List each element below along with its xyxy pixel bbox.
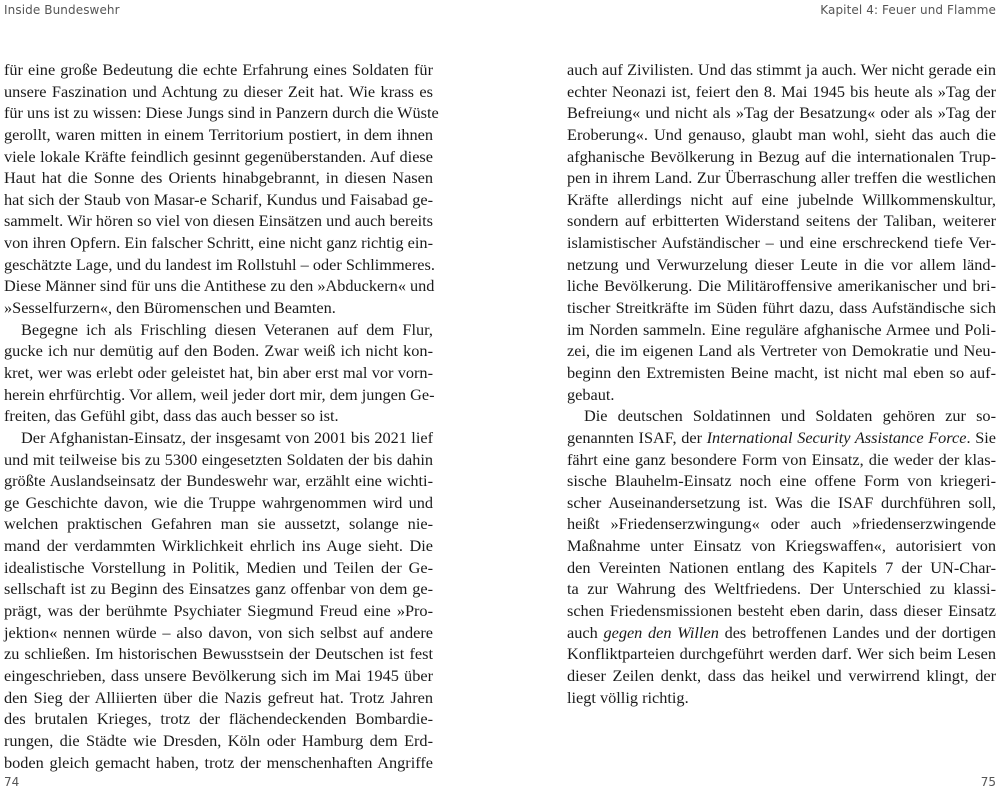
- text-line: von ihren Opfern. Ein falscher Schritt, eine nicht ganz richtig ein-: [4, 233, 433, 253]
- text-line: herein ehrfürchtig. Vor allem, weil jeder dort mir, dem jungen Ge-: [4, 384, 435, 404]
- text-segment: dieser Zeilen denkt, dass das heikel und verwirrend klingt, der: [567, 665, 996, 685]
- text-line: gucke ich nur demütig auf den Boden. Zwar weiß ich nicht kon-: [4, 341, 433, 361]
- text-line: sondern auf erbitterten Widerstand seitens der Taliban, weiterer: [567, 211, 996, 231]
- text-line: kret, wer was erlebt oder geleistet hat, bin aber erst mal vor vorn-: [4, 362, 433, 382]
- text-line: tischer Streitkräfte im Süden führt dazu, dass Aufständische sich: [567, 298, 996, 318]
- text-line: hat sich der Staub von Masar-e Scharif, Kundus und Faisabad ge-: [4, 189, 433, 209]
- text-line: boden gleich gemacht haben, trotz der menschenhaften Angriffe: [4, 752, 433, 772]
- text-line: rungen, die Städte wie Dresden, Köln oder Hamburg dem Erd-: [4, 730, 433, 750]
- text-segment: Die deutschen Soldatinnen und Soldaten gehören zur so-: [584, 406, 996, 426]
- text-line: freiten, das Gefühl gibt, dass das auch besser so ist.: [4, 406, 339, 426]
- text-line: sellschaft ist zu Beginn des Einsatzes ganz offenbar von dem ge-: [4, 579, 433, 599]
- text-line: [567, 643, 996, 665]
- text-segment: heißt »Friedenserzwingung« oder auch »friedenserzwingende: [567, 514, 996, 534]
- text-line: pen in ihrem Land. Zur Überraschung aller treffen die westlichen: [567, 168, 996, 188]
- page-number-right: 75: [980, 775, 996, 789]
- text-line: [567, 449, 996, 471]
- text-line: [567, 405, 996, 427]
- text-line: zu schließen. Im historischen Bewusstsein der Deutschen ist fest: [4, 644, 433, 664]
- text-line: [567, 578, 996, 600]
- text-line: Haut hat die Sonne des Orients hinabgebrannt, in diesen Nasen: [4, 168, 433, 188]
- text-line: [567, 513, 996, 535]
- text-line: und mit teilweise bis zu 5300 eingesetzten Soldaten der bis dahin: [4, 449, 433, 469]
- page-number-left: 74: [4, 775, 20, 789]
- running-head-book-title: Inside Bundeswehr: [4, 3, 120, 17]
- text-line: Der Afghanistan-Einsatz, der insgesamt von 2001 bis 2021 lief: [21, 427, 433, 447]
- text-line: Eroberung«. Und genauso, glaubt man wohl, sieht das auch die: [567, 124, 996, 144]
- emphasized-text: gegen den Willen: [603, 622, 719, 642]
- text-line: geschätzte Lage, und du landest im Rollstuhl – oder Schlimmeres.: [4, 254, 435, 274]
- text-line: [567, 557, 996, 579]
- text-segment: sische Blauhelm-Einsatz noch eine offene Form von kriegeri-: [567, 471, 996, 491]
- text-line: unsere Faszination und Achtung zu dieser Zeit hat. Wie krass es: [4, 81, 433, 101]
- text-line: [567, 492, 996, 514]
- text-line: den Sieg der Alliierten über die Nazis gefreut hat. Trotz Jahren: [4, 687, 433, 707]
- emphasized-text: International Security Assistance Force: [706, 427, 967, 447]
- text-line: [567, 622, 996, 644]
- text-segment: . Sie: [966, 427, 997, 447]
- text-line: [567, 535, 996, 557]
- text-line: viele lokale Kräfte feindlich gesinnt gegenüberstanden. Auf diese: [4, 146, 433, 166]
- text-line: Begegne ich als Frischling diesen Veteranen auf dem Flur,: [21, 319, 433, 339]
- text-line: für uns ist zu wissen: Diese Jungs sind in Panzern durch die Wüste: [4, 103, 439, 123]
- text-line: echter Neonazi ist, feiert den 8. Mai 1945 bis heute als »Tag der: [567, 81, 996, 101]
- text-line: gerollt, waren mitten in einem Territorium postiert, in dem ihnen: [4, 124, 433, 144]
- text-line: netzung und Verwurzelung dieser Leute in die vor allem länd-: [567, 254, 996, 274]
- text-line: Befreiung« und nicht als »Tag der Besatzung« oder als »Tag der: [567, 103, 996, 123]
- text-line: [567, 600, 996, 622]
- text-segment: fährt eine ganz besondere Form von Einsatz, die weder der klas-: [567, 449, 996, 469]
- text-segment: Maßnahme unter Einsatz von Kriegswaffen«, autorisiert von: [567, 536, 996, 556]
- text-segment: scher Auseinandersetzung ist. Was die ISAF durchführen soll,: [567, 492, 996, 512]
- left-page-text: [4, 59, 439, 773]
- text-segment: schen Friedensmissionen besteht eben darin, dass dieser Einsatz: [567, 601, 996, 621]
- text-line: ge Geschichte davon, wie die Truppe wahrgenommen wird und: [4, 492, 433, 512]
- text-line: im Norden sammeln. Eine reguläre afghanische Armee und Poli-: [567, 319, 996, 339]
- text-line: beginn den Extremisten Beine macht, ist nicht mal eben so auf-: [567, 362, 996, 382]
- text-segment: Konfliktparteien durchgeführt werden darf. Wer sich beim Lesen: [567, 644, 996, 664]
- text-line: prägt, was der berühmte Psychiater Siegmund Freud eine »Pro-: [4, 601, 433, 621]
- text-line: [567, 470, 996, 492]
- text-line: liche Bevölkerung. Die Militäroffensive amerikanischer und bri-: [567, 276, 996, 296]
- text-line: [567, 687, 996, 709]
- text-line: für eine große Bedeutung die echte Erfahrung eines Soldaten für: [4, 60, 433, 79]
- text-line: welchen praktischen Gefahren man sie aussetzt, solange nie-: [4, 514, 433, 534]
- text-line: jektion« nennen würde – also davon, von sich selbst auf andere: [4, 622, 433, 642]
- text-segment: auch: [567, 622, 604, 642]
- text-line: gebaut.: [567, 384, 615, 404]
- text-line: Kräfte allerdings nicht auf eine jubelnde Willkommenskultur,: [567, 189, 996, 209]
- text-line: idealistische Vorstellung in Politik, Medien und Teilen der Ge-: [4, 557, 433, 577]
- text-line: [567, 665, 996, 687]
- running-head-chapter-title: Kapitel 4: Feuer und Flamme: [820, 3, 996, 17]
- text-line: eingeschrieben, dass unsere Bevölkerung sich im Mai 1945 über: [4, 665, 433, 685]
- text-line: afghanische Bevölkerung in Bezug auf die internationalen Trup-: [567, 146, 996, 166]
- text-line: [567, 427, 996, 449]
- text-segment: genannten ISAF, der: [567, 427, 707, 447]
- right-page-text: [567, 59, 996, 708]
- text-line: Diese Männer sind für uns die Antithese zu den »Abduckern« und: [4, 276, 435, 296]
- text-segment: ta zur Wahrung des Weltfriedens. Der Unterschied zu klassi-: [567, 579, 996, 599]
- text-line: »Sesselfurzern«, den Büromenschen und Beamten.: [4, 298, 336, 318]
- text-line: größte Auslandseinsatz der Bundeswehr war, erzählt eine wichti-: [4, 471, 433, 491]
- text-line: zei, die im eigenen Land als Vertreter von Demokratie und Neu-: [567, 341, 996, 361]
- text-segment: den Vereinten Nationen entlang des Kapitels 7 der UN-Char-: [567, 557, 996, 577]
- text-segment: liegt völlig richtig.: [567, 687, 689, 707]
- text-line: auch auf Zivilisten. Und das stimmt ja auch. Wer nicht gerade ein: [567, 60, 996, 79]
- text-segment: des betroffenen Landes und der dortigen: [718, 622, 997, 642]
- text-line: des brutalen Krieges, trotz der flächendeckenden Bombardie-: [4, 709, 433, 729]
- text-line: sammelt. Wir hören so viel von diesen Einsätzen und auch bereits: [4, 211, 433, 231]
- text-line: mand der verdammten Wirklichkeit ehrlich ins Auge sieht. Die: [4, 536, 433, 556]
- text-line: islamistischer Aufständischer – und eine erschreckend tiefe Ver-: [567, 233, 996, 253]
